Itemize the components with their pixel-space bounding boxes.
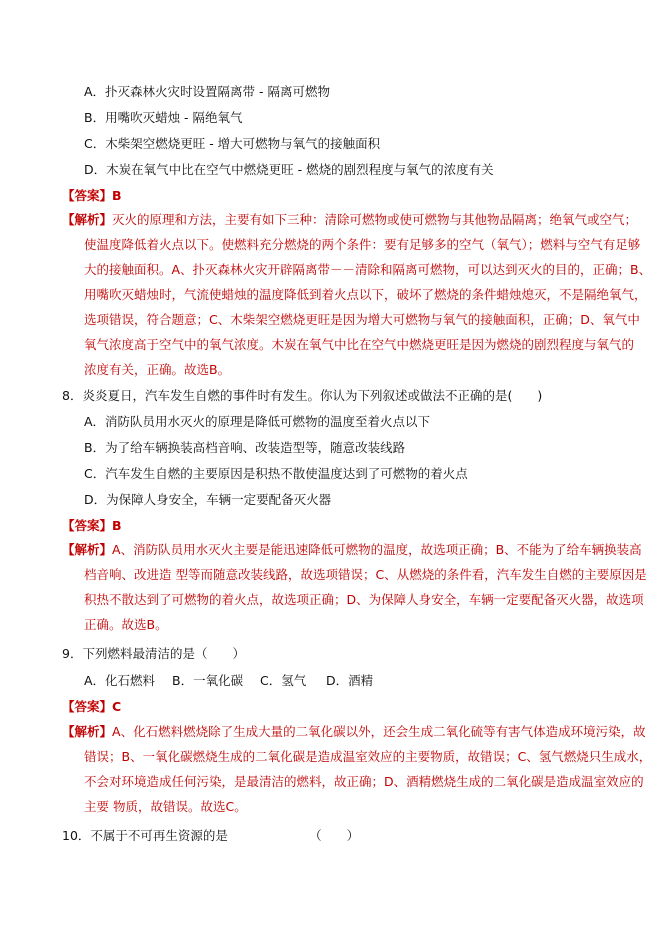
q8-option-c: C．汽车发生自燃的主要原因是积热不散使温度达到了可燃物的着火点	[84, 466, 468, 481]
q7-explanation-line-6: 氧气浓度高于空气中的氧气浓度。木炭在氧气中比在空气中燃烧更旺是因为燃烧的剧烈程度与氧气的	[84, 337, 635, 352]
q8-option-d: D．为保障人身安全，车辆一定要配备灭火器	[84, 492, 332, 507]
q7-explanation-line-5: 选项错误，符合题意；C、木柴架空燃烧更旺是因为增大可燃物与氧气的接触面积，正确；D、氧气中	[84, 312, 640, 327]
q7-option-b: B．用嘴吹灭蜡烛 - 隔绝氧气	[84, 110, 243, 125]
q7-explanation-line-3: 大的接触面积。A、扑灭森林火灾开辟隔离带－－清除和隔离可燃物，可以达到灭火的目的，正确；B、	[84, 262, 652, 277]
q7-answer: 【答案】B	[62, 188, 122, 203]
q8-explanation-text-1: A、消防队员用水灭火主要是能迅速降低可燃物的温度，故选项正确；B、不能为了给车辆换装高	[112, 542, 642, 557]
q8-explanation-line-2: 档音响、改进造 型等而随意改装线路，故选项错误；C、从燃烧的条件看，汽车发生自燃的主要原因是	[84, 567, 647, 582]
q7-option-c: C．木柴架空燃烧更旺 - 增大可燃物与氧气的接触面积	[84, 136, 381, 151]
q9-option-a: A．化石燃料	[84, 673, 156, 688]
q7-explanation-label: 【解析】	[62, 212, 113, 227]
q9-option-c: C．氢气	[260, 673, 307, 688]
q8-question: 8．炎炎夏日，汽车发生自燃的事件时有发生。你认为下列叙述或做法不正确的是( )	[62, 388, 543, 403]
q8-explanation-label: 【解析】	[62, 542, 113, 557]
q9-explanation-line-3: 不会对环境造成任何污染，是最清洁的燃料，故正确；D、酒精燃烧生成的二氧化碳是造成温室效应的	[84, 774, 644, 789]
q8-explanation-line-4: 正确。故选B。	[84, 617, 168, 632]
q8-option-a: A．消防队员用水灭火的原理是降低可燃物的温度至着火点以下	[84, 414, 431, 429]
q7-option-d: D．木炭在氧气中比在空气中燃烧更旺 - 燃烧的剧烈程度与氧气的浓度有关	[84, 162, 494, 177]
q9-explanation-line-1	[62, 724, 646, 740]
q7-explanation-text-1: 灭火的原理和方法，主要有如下三种：清除可燃物或使可燃物与其他物品隔离；绝氧气或空气；	[112, 212, 638, 227]
q9-options-row	[84, 673, 373, 689]
q7-option-a: A．扑灭森林火灾时设置隔离带 - 隔离可燃物	[84, 84, 331, 99]
q9-option-b: B．一氧化碳	[172, 673, 244, 688]
q7-explanation-line-2: 使温度降低着火点以下。使燃料充分燃烧的两个条件：要有足够多的空气（氧气）；燃料与空气有足够	[84, 237, 641, 252]
q7-explanation-line-1	[62, 212, 637, 228]
q10-question: 10．不属于不可再生资源的是 （ ）	[62, 828, 360, 843]
q9-question: 9．下列燃料最清洁的是（ ）	[62, 646, 245, 661]
q8-explanation-line-3: 积热不散达到了可燃物的着火点，故选项正确；D、为保障人身安全，车辆一定要配备灭火器，故选项	[84, 592, 644, 607]
q8-option-b: B．为了给车辆换装高档音响、改装造型等，随意改装线路	[84, 440, 406, 455]
q9-option-d: D．酒精	[326, 673, 374, 688]
q9-answer: 【答案】C	[62, 699, 122, 714]
q7-explanation-line-7: 浓度有关，正确。故选B。	[84, 362, 231, 377]
q9-explanation-text-1: A、化石燃料燃烧除了生成大量的二氧化碳以外，还会生成二氧化硫等有害气体造成环境污染，故	[112, 724, 646, 739]
q9-explanation-label: 【解析】	[62, 724, 113, 739]
q9-explanation-line-4: 主要 物质，故错误。故选C。	[84, 799, 247, 814]
q9-explanation-line-2: 错误；B、一氧化碳燃烧生成的二氧化碳是造成温室效应的主要物质，故错误；C、氢气燃烧只生成水，	[84, 749, 652, 764]
q8-answer: 【答案】B	[62, 518, 122, 533]
q8-explanation-line-1	[62, 542, 642, 558]
q7-explanation-line-4: 用嘴吹灭蜡烛时，气流使蜡烛的温度降低到着火点以下，破坏了燃烧的条件蜡烛熄灭，不是隔绝氧气，	[84, 287, 647, 302]
